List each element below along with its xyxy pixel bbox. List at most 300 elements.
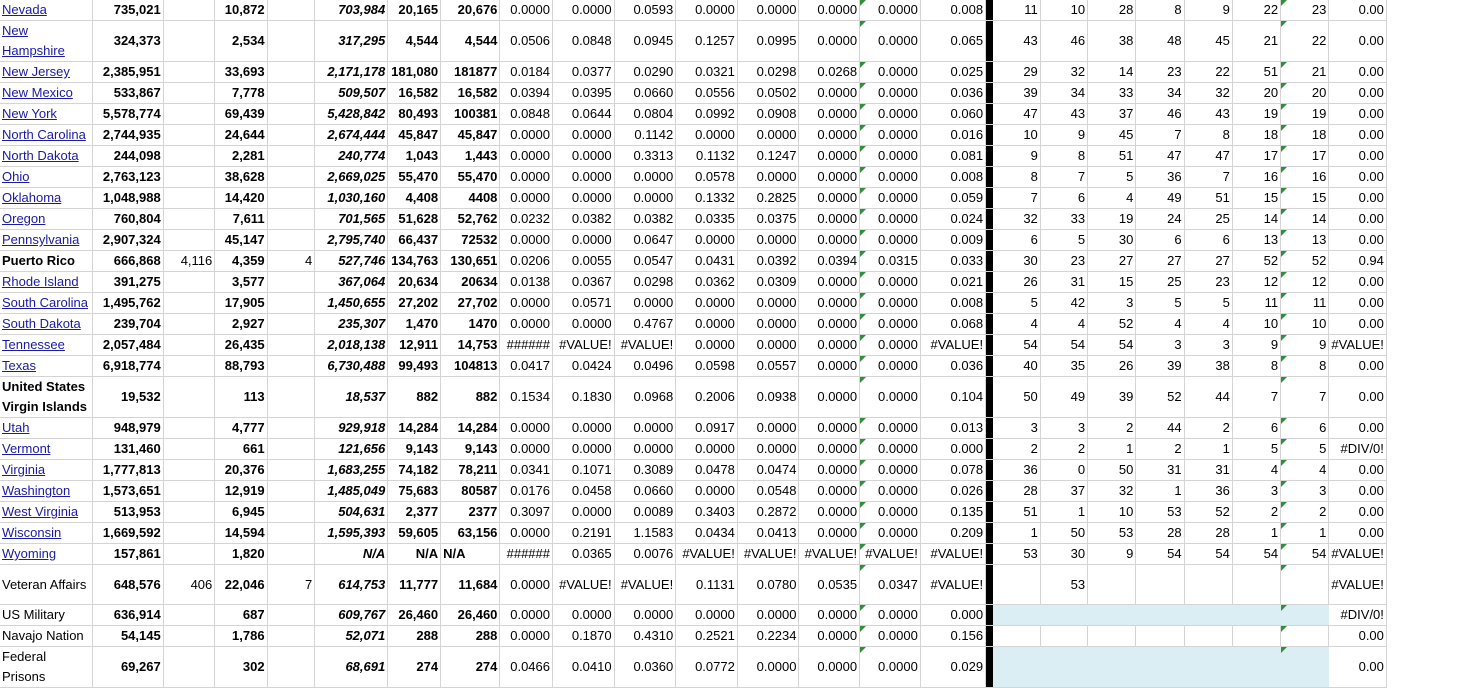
cell-ratio-1[interactable]: 0.3097 [500,502,553,523]
cell-rank-1[interactable]: 11 [993,0,1040,21]
cell-ratio-1[interactable]: 0.0341 [500,460,553,481]
cell-net-doses[interactable]: 2,907,324 [92,230,163,251]
cell-fifth[interactable]: 80587 [441,481,500,502]
cell-extra-b[interactable] [267,460,315,481]
cell-rank-7[interactable]: 19 [1281,104,1329,125]
cell-fourth[interactable]: 80,493 [388,104,441,125]
row-name-cell[interactable]: Ohio [0,167,92,188]
cell-ratio-6[interactable]: 0.0000 [799,209,860,230]
cell-extra-b[interactable] [267,188,315,209]
cell-ratio-7[interactable]: 0.0000 [860,21,921,62]
cell-score[interactable]: 0.059 [920,188,985,209]
cell-fifth[interactable]: 78,211 [441,460,500,481]
cell-ratio-6[interactable]: 0.0000 [799,21,860,62]
cell-extra-b[interactable] [267,626,315,647]
cell-fifth[interactable]: 104813 [441,356,500,377]
frozen-pane-divider[interactable] [986,418,993,439]
cell-ratio-2[interactable]: 0.0000 [553,167,615,188]
cell-ratio-3[interactable]: 0.3313 [614,146,676,167]
cell-ratio-3[interactable]: 0.0000 [614,167,676,188]
cell-ratio-3[interactable]: 0.0089 [614,502,676,523]
frozen-pane-divider[interactable] [986,62,993,83]
cell-fifth[interactable]: 20634 [441,272,500,293]
cell-ratio-3[interactable]: 0.0804 [614,104,676,125]
cell-final[interactable]: 0.00 [1329,418,1387,439]
cell-final[interactable]: 0.00 [1329,83,1387,104]
row-name-cell[interactable]: Pennsylvania [0,230,92,251]
cell-ratio-3[interactable]: 0.0593 [614,0,676,21]
cell-score[interactable]: 0.033 [920,251,985,272]
cell-ratio-5[interactable]: 0.0000 [737,647,799,688]
cell-third[interactable]: 6,730,488 [315,356,388,377]
cell-rank-7[interactable]: 11 [1281,293,1329,314]
cell-deaths[interactable]: 14,420 [215,188,267,209]
cell-third[interactable]: 5,428,842 [315,104,388,125]
cell-rank-5[interactable] [1184,626,1232,647]
cell-ratio-6[interactable]: 0.0000 [799,481,860,502]
cell-third[interactable]: 509,507 [315,83,388,104]
cell-deaths[interactable]: 20,376 [215,460,267,481]
cell-ratio-7[interactable]: 0.0000 [860,460,921,481]
cell-final[interactable]: 0.00 [1329,230,1387,251]
row-name-cell[interactable]: South Dakota [0,314,92,335]
cell-score[interactable]: #VALUE! [920,544,985,565]
cell-ratio-2[interactable]: 0.0382 [553,209,615,230]
cell-ratio-5[interactable]: 0.0000 [737,125,799,146]
cell-final[interactable]: #DIV/0! [1329,605,1387,626]
cell-net-doses[interactable]: 1,669,592 [92,523,163,544]
cell-deaths[interactable]: 1,786 [215,626,267,647]
cell-ratio-4[interactable]: 0.0000 [676,230,738,251]
cell-ratio-1[interactable]: ###### [500,544,553,565]
cell-rank-2[interactable]: 42 [1040,293,1087,314]
cell-rank-6[interactable]: 51 [1232,62,1280,83]
cell-ratio-5[interactable]: 0.0413 [737,523,799,544]
cell-ratio-1[interactable]: 0.0394 [500,83,553,104]
cell-score[interactable]: 0.016 [920,125,985,146]
cell-ratio-6[interactable]: 0.0000 [799,523,860,544]
cell-rank-5[interactable]: 2 [1184,418,1232,439]
cell-ratio-7[interactable]: 0.0000 [860,230,921,251]
frozen-pane-divider[interactable] [986,83,993,104]
frozen-pane-divider[interactable] [986,188,993,209]
cell-extra-a[interactable] [163,626,215,647]
cell-final[interactable]: 0.00 [1329,62,1387,83]
cell-score[interactable]: 0.026 [920,481,985,502]
cell-net-doses[interactable]: 1,573,651 [92,481,163,502]
cell-deaths[interactable]: 4,359 [215,251,267,272]
cell-ratio-5[interactable]: 0.0000 [737,418,799,439]
cell-rank-5[interactable]: 22 [1184,62,1232,83]
cell-ratio-7[interactable]: 0.0000 [860,481,921,502]
cell-extra-b[interactable] [267,544,315,565]
cell-rank-1[interactable]: 43 [993,21,1040,62]
cell-rank-7[interactable]: 17 [1281,146,1329,167]
cell-extra-b[interactable] [267,104,315,125]
cell-score[interactable]: 0.209 [920,523,985,544]
cell-ratio-2[interactable]: #VALUE! [553,565,615,605]
cell-rank-2[interactable]: 37 [1040,481,1087,502]
cell-net-doses[interactable]: 2,385,951 [92,62,163,83]
cell-deaths[interactable]: 24,644 [215,125,267,146]
cell-rank-4[interactable]: 3 [1136,335,1184,356]
cell-net-doses[interactable]: 1,777,813 [92,460,163,481]
cell-ratio-5[interactable]: 0.0392 [737,251,799,272]
cell-rank-7[interactable]: 4 [1281,460,1329,481]
cell-deaths[interactable]: 2,281 [215,146,267,167]
cell-ratio-4[interactable]: 0.0000 [676,293,738,314]
cell-deaths[interactable]: 14,594 [215,523,267,544]
cell-rank-3[interactable]: 53 [1088,523,1136,544]
cell-ratio-2[interactable]: 0.0000 [553,605,615,626]
cell-ratio-5[interactable]: 0.0000 [737,335,799,356]
cell-fifth[interactable]: 1,443 [441,146,500,167]
cell-rank-1[interactable]: 8 [993,167,1040,188]
cell-ratio-1[interactable]: 0.0848 [500,104,553,125]
cell-rank-5[interactable]: 38 [1184,356,1232,377]
cell-ratio-1[interactable]: 0.0000 [500,167,553,188]
cell-final[interactable]: 0.00 [1329,0,1387,21]
cell-rank-4[interactable]: 53 [1136,502,1184,523]
cell-rank-5[interactable]: 47 [1184,146,1232,167]
frozen-pane-divider[interactable] [986,502,993,523]
cell-score[interactable]: 0.008 [920,293,985,314]
cell-fourth[interactable]: 9,143 [388,439,441,460]
cell-ratio-2[interactable]: 0.0000 [553,439,615,460]
cell-rank-6[interactable]: 1 [1232,523,1280,544]
cell-extra-a[interactable] [163,356,215,377]
cell-rank-6[interactable]: 14 [1232,209,1280,230]
cell-fifth[interactable]: 181877 [441,62,500,83]
cell-final[interactable]: 0.00 [1329,167,1387,188]
cell-ratio-6[interactable]: 0.0000 [799,188,860,209]
cell-ratio-2[interactable]: 0.0000 [553,314,615,335]
cell-rank-1[interactable]: 26 [993,272,1040,293]
cell-extra-b[interactable] [267,605,315,626]
cell-ratio-1[interactable]: 0.0000 [500,565,553,605]
cell-ratio-7[interactable]: 0.0000 [860,377,921,418]
cell-ratio-5[interactable]: 0.0000 [737,0,799,21]
cell-final[interactable]: 0.00 [1329,188,1387,209]
cell-extra-b[interactable] [267,523,315,544]
frozen-pane-divider[interactable] [986,439,993,460]
frozen-pane-divider[interactable] [986,523,993,544]
cell-rank-2[interactable]: 0 [1040,460,1087,481]
cell-rank-3[interactable] [1088,605,1136,626]
cell-ratio-2[interactable]: 0.0000 [553,125,615,146]
frozen-pane-divider[interactable] [986,230,993,251]
cell-ratio-7[interactable]: 0.0000 [860,167,921,188]
cell-final[interactable]: 0.00 [1329,146,1387,167]
cell-final[interactable]: 0.00 [1329,125,1387,146]
cell-rank-5[interactable]: 6 [1184,230,1232,251]
cell-rank-7[interactable] [1281,626,1329,647]
cell-fifth[interactable]: 52,762 [441,209,500,230]
cell-score[interactable]: 0.068 [920,314,985,335]
cell-rank-6[interactable]: 10 [1232,314,1280,335]
cell-deaths[interactable]: 6,945 [215,502,267,523]
cell-ratio-4[interactable]: 0.0335 [676,209,738,230]
cell-ratio-5[interactable]: 0.1247 [737,146,799,167]
cell-rank-6[interactable]: 21 [1232,21,1280,62]
cell-rank-4[interactable]: 48 [1136,21,1184,62]
cell-rank-3[interactable]: 10 [1088,502,1136,523]
cell-rank-2[interactable]: 2 [1040,439,1087,460]
cell-ratio-5[interactable]: 0.2825 [737,188,799,209]
cell-ratio-1[interactable]: 0.0000 [500,293,553,314]
frozen-pane-divider[interactable] [986,605,993,626]
cell-rank-2[interactable]: 53 [1040,565,1087,605]
cell-rank-4[interactable]: 28 [1136,523,1184,544]
cell-rank-7[interactable]: 2 [1281,502,1329,523]
cell-net-doses[interactable]: 244,098 [92,146,163,167]
cell-ratio-6[interactable]: #VALUE! [799,544,860,565]
cell-rank-3[interactable]: 39 [1088,377,1136,418]
cell-third[interactable]: 2,795,740 [315,230,388,251]
cell-rank-5[interactable]: 8 [1184,125,1232,146]
cell-extra-b[interactable] [267,293,315,314]
cell-ratio-7[interactable]: 0.0000 [860,502,921,523]
cell-ratio-1[interactable]: 0.0000 [500,230,553,251]
cell-third[interactable]: 1,450,655 [315,293,388,314]
cell-rank-4[interactable]: 1 [1136,481,1184,502]
cell-rank-3[interactable]: 5 [1088,167,1136,188]
cell-final[interactable]: 0.00 [1329,356,1387,377]
cell-ratio-6[interactable]: 0.0000 [799,0,860,21]
cell-extra-a[interactable] [163,335,215,356]
cell-rank-2[interactable] [1040,605,1087,626]
cell-fourth[interactable]: 14,284 [388,418,441,439]
cell-score[interactable]: 0.078 [920,460,985,481]
cell-third[interactable]: 367,064 [315,272,388,293]
cell-rank-6[interactable] [1232,626,1280,647]
cell-rank-4[interactable]: 25 [1136,272,1184,293]
frozen-pane-divider[interactable] [986,167,993,188]
cell-rank-6[interactable]: 22 [1232,0,1280,21]
cell-rank-1[interactable]: 4 [993,314,1040,335]
cell-ratio-2[interactable]: 0.0000 [553,188,615,209]
cell-rank-2[interactable]: 4 [1040,314,1087,335]
cell-rank-4[interactable]: 31 [1136,460,1184,481]
cell-ratio-3[interactable]: 1.1583 [614,523,676,544]
cell-extra-b[interactable] [267,209,315,230]
cell-fourth[interactable]: 51,628 [388,209,441,230]
cell-ratio-7[interactable]: 0.0000 [860,418,921,439]
cell-ratio-3[interactable]: 0.0382 [614,209,676,230]
cell-rank-4[interactable] [1136,605,1184,626]
cell-final[interactable]: 0.94 [1329,251,1387,272]
cell-final[interactable]: #VALUE! [1329,335,1387,356]
cell-rank-1[interactable]: 9 [993,146,1040,167]
cell-rank-5[interactable]: 1 [1184,439,1232,460]
cell-rank-5[interactable] [1184,647,1232,688]
cell-rank-5[interactable]: 36 [1184,481,1232,502]
cell-ratio-2[interactable]: 0.0000 [553,418,615,439]
cell-deaths[interactable]: 22,046 [215,565,267,605]
cell-ratio-2[interactable]: 0.0000 [553,0,615,21]
cell-extra-b[interactable] [267,125,315,146]
cell-fifth[interactable]: 16,582 [441,83,500,104]
cell-rank-1[interactable]: 2 [993,439,1040,460]
cell-ratio-2[interactable]: 0.0410 [553,647,615,688]
cell-extra-a[interactable] [163,418,215,439]
cell-rank-5[interactable] [1184,565,1232,605]
cell-net-doses[interactable]: 131,460 [92,439,163,460]
cell-ratio-4[interactable]: 0.1132 [676,146,738,167]
cell-extra-b[interactable] [267,377,315,418]
cell-extra-b[interactable] [267,335,315,356]
cell-ratio-5[interactable]: 0.0908 [737,104,799,125]
cell-final[interactable]: 0.00 [1329,104,1387,125]
cell-extra-a[interactable] [163,167,215,188]
cell-ratio-3[interactable]: 0.4767 [614,314,676,335]
frozen-pane-divider[interactable] [986,209,993,230]
cell-ratio-6[interactable]: 0.0000 [799,605,860,626]
cell-score[interactable]: 0.036 [920,83,985,104]
cell-fifth[interactable]: 27,702 [441,293,500,314]
cell-fourth[interactable]: 1,043 [388,146,441,167]
row-name-cell[interactable]: Rhode Island [0,272,92,293]
cell-ratio-6[interactable]: 0.0000 [799,167,860,188]
cell-ratio-7[interactable]: 0.0000 [860,605,921,626]
cell-ratio-1[interactable]: 0.0184 [500,62,553,83]
cell-score[interactable]: 0.024 [920,209,985,230]
cell-ratio-5[interactable]: 0.0938 [737,377,799,418]
cell-extra-a[interactable] [163,314,215,335]
cell-ratio-5[interactable]: 0.0000 [737,230,799,251]
cell-ratio-6[interactable]: 0.0000 [799,83,860,104]
cell-rank-3[interactable] [1088,565,1136,605]
row-name-cell[interactable]: Tennessee [0,335,92,356]
cell-fifth[interactable]: 100381 [441,104,500,125]
cell-extra-b[interactable] [267,439,315,460]
cell-rank-6[interactable]: 7 [1232,377,1280,418]
frozen-pane-divider[interactable] [986,377,993,418]
cell-rank-6[interactable]: 5 [1232,439,1280,460]
cell-ratio-5[interactable]: #VALUE! [737,544,799,565]
cell-ratio-6[interactable]: 0.0000 [799,230,860,251]
cell-ratio-4[interactable]: 0.2006 [676,377,738,418]
cell-fourth[interactable]: 55,470 [388,167,441,188]
cell-rank-6[interactable]: 16 [1232,167,1280,188]
cell-ratio-1[interactable]: 0.0206 [500,251,553,272]
cell-rank-3[interactable]: 28 [1088,0,1136,21]
cell-final[interactable]: 0.00 [1329,293,1387,314]
cell-extra-b[interactable] [267,83,315,104]
cell-fifth[interactable]: 2377 [441,502,500,523]
cell-third[interactable]: 504,631 [315,502,388,523]
cell-rank-6[interactable]: 20 [1232,83,1280,104]
cell-fourth[interactable]: 288 [388,626,441,647]
cell-ratio-3[interactable]: 0.0290 [614,62,676,83]
cell-deaths[interactable]: 45,147 [215,230,267,251]
cell-ratio-3[interactable]: 0.0000 [614,605,676,626]
row-name-cell[interactable]: New Hampshire [0,21,92,62]
cell-rank-2[interactable]: 23 [1040,251,1087,272]
cell-deaths[interactable]: 3,577 [215,272,267,293]
cell-ratio-7[interactable]: 0.0000 [860,356,921,377]
cell-deaths[interactable]: 17,905 [215,293,267,314]
cell-rank-7[interactable]: 8 [1281,356,1329,377]
frozen-pane-divider[interactable] [986,565,993,605]
cell-ratio-4[interactable]: 0.0434 [676,523,738,544]
cell-ratio-4[interactable]: #VALUE! [676,544,738,565]
cell-ratio-5[interactable]: 0.0557 [737,356,799,377]
cell-rank-2[interactable]: 10 [1040,0,1087,21]
cell-net-doses[interactable]: 6,918,774 [92,356,163,377]
row-name-cell[interactable]: Nevada [0,0,92,21]
cell-ratio-4[interactable]: 0.0431 [676,251,738,272]
cell-ratio-2[interactable]: #VALUE! [553,335,615,356]
cell-ratio-4[interactable]: 0.0917 [676,418,738,439]
cell-deaths[interactable]: 2,927 [215,314,267,335]
cell-ratio-6[interactable]: 0.0000 [799,146,860,167]
row-name-cell[interactable]: North Carolina [0,125,92,146]
cell-ratio-2[interactable]: 0.1071 [553,460,615,481]
cell-rank-1[interactable]: 3 [993,418,1040,439]
cell-net-doses[interactable]: 54,145 [92,626,163,647]
cell-ratio-3[interactable]: 0.0000 [614,293,676,314]
cell-fourth[interactable]: 181,080 [388,62,441,83]
cell-rank-1[interactable] [993,605,1040,626]
cell-rank-5[interactable]: 45 [1184,21,1232,62]
cell-rank-3[interactable]: 33 [1088,83,1136,104]
cell-ratio-5[interactable]: 0.2872 [737,502,799,523]
cell-extra-a[interactable] [163,146,215,167]
cell-rank-2[interactable]: 1 [1040,502,1087,523]
cell-ratio-6[interactable]: 0.0000 [799,502,860,523]
cell-rank-2[interactable]: 49 [1040,377,1087,418]
cell-extra-a[interactable] [163,104,215,125]
cell-ratio-1[interactable]: 0.0000 [500,0,553,21]
frozen-pane-divider[interactable] [986,335,993,356]
frozen-pane-divider[interactable] [986,626,993,647]
cell-final[interactable]: 0.00 [1329,523,1387,544]
cell-rank-2[interactable]: 8 [1040,146,1087,167]
frozen-pane-divider[interactable] [986,21,993,62]
cell-ratio-2[interactable]: 0.2191 [553,523,615,544]
cell-third[interactable]: 317,295 [315,21,388,62]
cell-ratio-2[interactable]: 0.0644 [553,104,615,125]
cell-extra-b[interactable] [267,418,315,439]
cell-fourth[interactable]: 4,544 [388,21,441,62]
cell-rank-2[interactable]: 33 [1040,209,1087,230]
cell-ratio-7[interactable]: 0.0000 [860,62,921,83]
cell-rank-2[interactable]: 7 [1040,167,1087,188]
cell-rank-5[interactable]: 9 [1184,0,1232,21]
cell-rank-3[interactable]: 26 [1088,356,1136,377]
cell-rank-2[interactable]: 31 [1040,272,1087,293]
cell-third[interactable]: 2,674,444 [315,125,388,146]
cell-final[interactable]: 0.00 [1329,209,1387,230]
frozen-pane-divider[interactable] [986,146,993,167]
cell-rank-7[interactable]: 12 [1281,272,1329,293]
cell-rank-1[interactable] [993,647,1040,688]
cell-rank-4[interactable]: 4 [1136,314,1184,335]
cell-ratio-6[interactable]: 0.0000 [799,335,860,356]
cell-rank-4[interactable]: 36 [1136,167,1184,188]
cell-ratio-3[interactable]: 0.0076 [614,544,676,565]
cell-fourth[interactable]: 66,437 [388,230,441,251]
cell-rank-6[interactable] [1232,605,1280,626]
cell-fourth[interactable]: 75,683 [388,481,441,502]
cell-fourth[interactable]: 27,202 [388,293,441,314]
row-name-cell[interactable]: Texas [0,356,92,377]
cell-fourth[interactable]: 20,634 [388,272,441,293]
cell-fifth[interactable]: N/A [441,544,500,565]
cell-third[interactable]: 1,595,393 [315,523,388,544]
cell-rank-5[interactable]: 44 [1184,377,1232,418]
